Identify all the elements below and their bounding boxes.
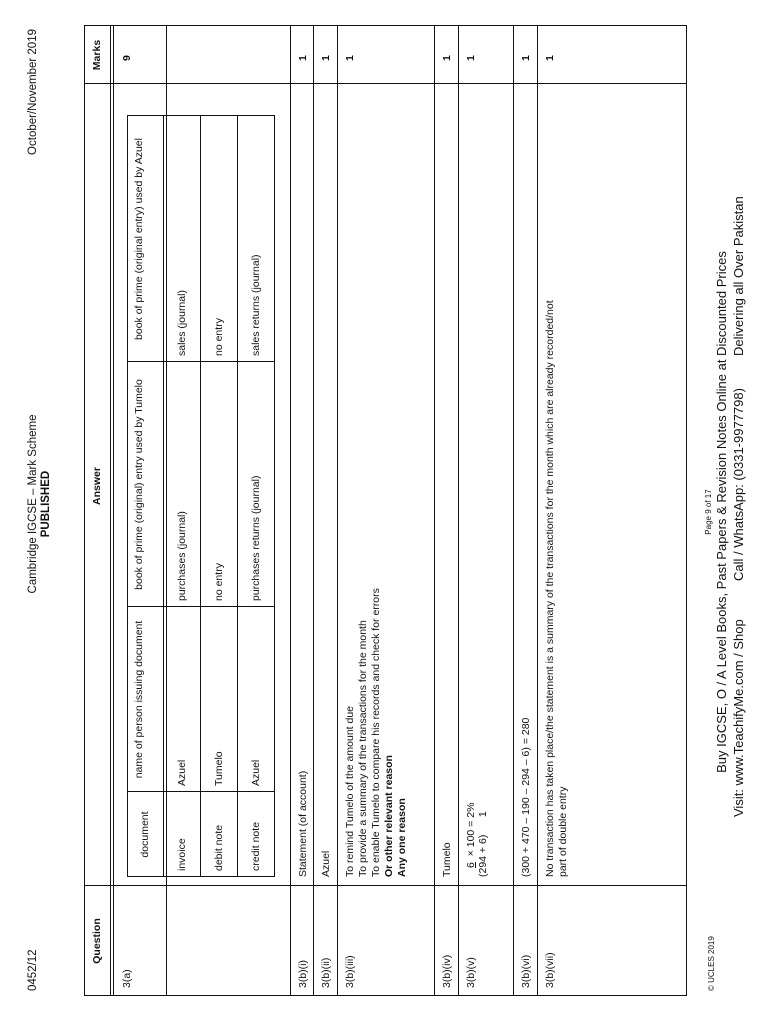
col-line-question	[84, 885, 687, 886]
inner-cell-r2c1: debit note	[213, 824, 225, 871]
syllabus-code: 0452/12	[27, 949, 39, 991]
inner-cell-r2c2: Tumelo	[213, 751, 225, 786]
marks-3bii: 1	[320, 55, 332, 61]
answer-3bvii-line1: No transaction has taken place/the statement is a summary of the transactions for the month which are already recorded/not	[544, 300, 556, 877]
ad-delivery: Delivering all Over Pakistan	[731, 196, 746, 356]
marks-3biii: 1	[344, 55, 356, 61]
fraction-one: 1	[477, 811, 489, 818]
answer-3bvi: (300 + 470 – 190 – 294 – 6) = 280	[520, 717, 532, 877]
ad-phone: Call / WhatsApp: (0331-9977798)	[731, 388, 746, 581]
answer-3bvii-line2: part of double entry	[557, 786, 569, 877]
inner-header-document: document	[139, 811, 151, 858]
answer-3bv-fraction	[465, 803, 489, 877]
answer-3biv: Tumelo	[441, 842, 453, 877]
inner-header-azuel-book: book of prime (original entry) used by Azuel	[133, 138, 145, 340]
marks-3biv: 1	[441, 55, 453, 61]
fraction-numerator: 6	[465, 862, 477, 868]
inner-cell-r1c4: sales (journal)	[176, 290, 188, 356]
inner-cell-r1c3: purchases (journal)	[176, 511, 188, 601]
question-3bv: 3(b)(v)	[465, 957, 477, 988]
col-header-answer: Answer	[91, 467, 103, 505]
question-3a: 3(a)	[121, 969, 133, 988]
question-3bii: 3(b)(ii)	[320, 957, 332, 988]
marks-3bvii: 1	[544, 55, 556, 61]
col-header-question: Question	[91, 918, 103, 964]
inner-cell-r3c4: sales returns (journal)	[250, 254, 262, 356]
inner-cell-r3c2: Azuel	[250, 759, 262, 786]
marks-3bvi: 1	[520, 55, 532, 61]
question-3bi: 3(b)(i)	[297, 960, 309, 988]
copyright: © UCLES 2019	[707, 936, 716, 991]
answer-3biii-line1: To remind Tumelo of the amount due	[344, 705, 356, 877]
answer-3biii-bold1: Or other relevant reason	[383, 755, 395, 877]
answer-3biii-bold2: Any one reason	[396, 798, 408, 877]
fraction-times: × 100	[465, 829, 477, 857]
inner-cell-r2c3: no entry	[213, 563, 225, 601]
col-header-marks: Marks	[91, 39, 103, 71]
answer-3bii: Azuel	[320, 850, 332, 877]
question-3bvii: 3(b)(vii)	[544, 952, 556, 988]
inner-cell-r1c1: invoice	[176, 838, 188, 871]
inner-cell-r3c3: purchases returns (journal)	[250, 475, 262, 601]
inner-cell-r2c4: no entry	[213, 318, 225, 356]
fraction-denominator: (294 + 6)	[477, 834, 489, 877]
answer-3biii-line2: To provide a summary of the transactions for the month	[357, 620, 369, 877]
marks-3a: 9	[121, 55, 133, 61]
question-3biii: 3(b)(iii)	[344, 955, 356, 988]
answer-3biii-line3: To enable Tumelo to compare his records and check for errors	[370, 588, 382, 877]
inner-cell-r1c2: Azuel	[176, 759, 188, 786]
table-border-right	[84, 25, 687, 26]
question-3bvi: 3(b)(vi)	[520, 954, 532, 988]
ad-website: Visit: www.TeachifyMe.com / Shop	[731, 619, 746, 817]
inner-header-issuer: name of person issuing document	[133, 620, 145, 779]
fraction-result: = 2%	[465, 802, 477, 827]
table-border-bottom	[686, 25, 687, 996]
header-row-divider	[110, 25, 111, 996]
document-status: PUBLISHED	[40, 470, 52, 538]
inner-header-tumelo-book: book of prime (original) entry used by Tumelo	[133, 379, 145, 590]
inner-cell-r3c1: credit note	[250, 821, 262, 871]
ad-line1: Buy IGCSE, O / A Level Books, Past Papers & Revision Notes Online at Discounted Prices	[714, 251, 729, 773]
document-title: Cambridge IGCSE – Mark Scheme	[27, 414, 39, 594]
page-number: Page 9 of 17	[704, 489, 713, 535]
marks-3bv: 1	[465, 55, 477, 61]
answer-3bi: Statement (of account)	[297, 770, 309, 877]
marks-3bi: 1	[297, 55, 309, 61]
question-3biv: 3(b)(iv)	[441, 954, 453, 988]
exam-session: October/November 2019	[27, 29, 39, 155]
col-line-marks	[84, 83, 687, 84]
